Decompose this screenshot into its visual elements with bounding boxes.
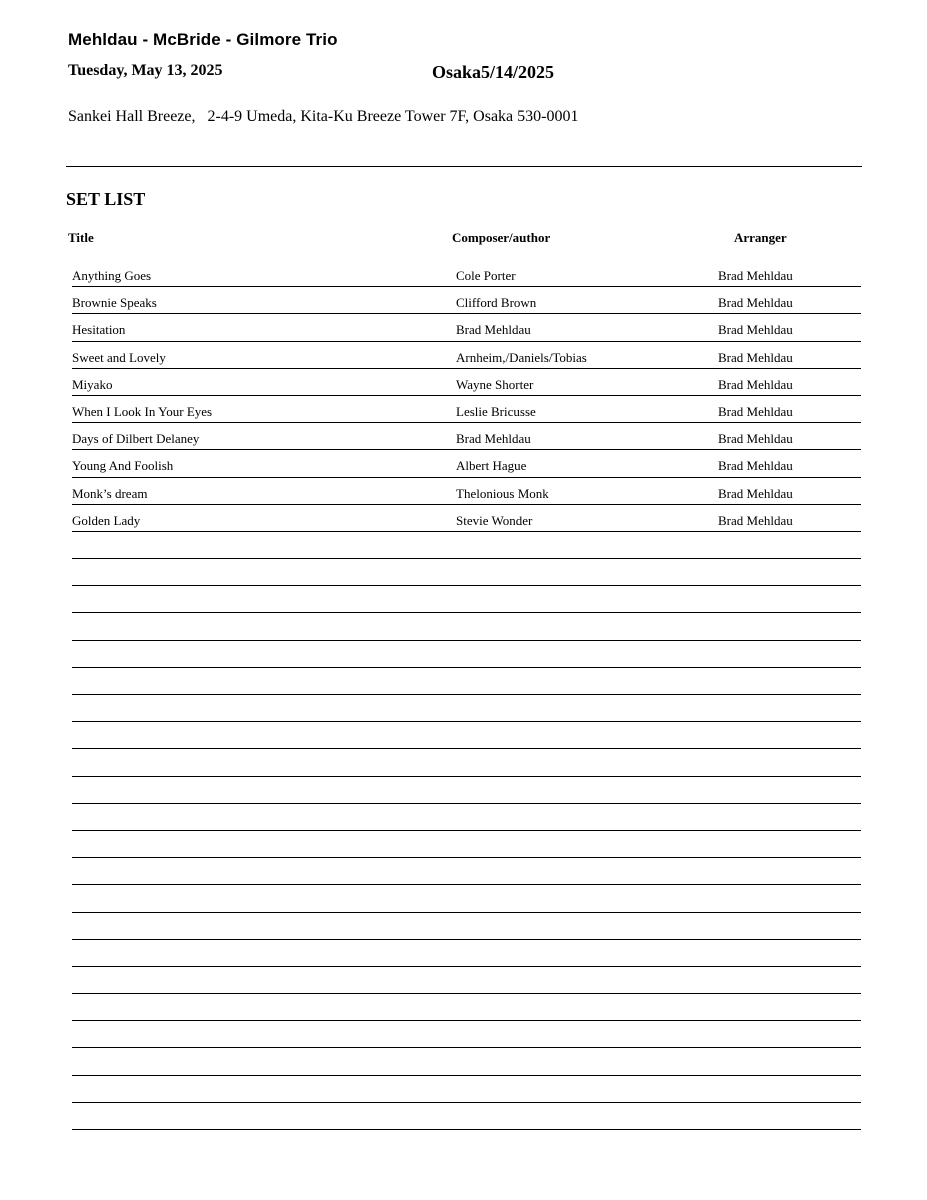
song-composer: Brad Mehldau: [456, 322, 531, 338]
table-row: [72, 478, 861, 505]
song-title: Young And Foolish: [72, 458, 174, 474]
song-title: Miyako: [72, 376, 113, 392]
venue-address: Sankei Hall Breeze, 2-4-9 Umeda, Kita-Ku Breeze Tower 7F, Osaka 530-0001: [68, 108, 579, 125]
table-row: [72, 1021, 861, 1048]
table-row: [72, 396, 861, 423]
song-composer: Wayne Shorter: [456, 376, 534, 392]
song-arranger: Brad Mehldau: [718, 431, 793, 447]
song-arranger: Brad Mehldau: [718, 458, 793, 474]
song-composer: Arnheim,/Daniels/Tobias: [456, 349, 587, 365]
table-row: [72, 722, 861, 749]
table-row: [72, 695, 861, 722]
band-name: Mehldau - McBride - Gilmore Trio: [68, 30, 338, 49]
table-row: [72, 260, 861, 287]
table-row: [72, 559, 861, 586]
table-row: [72, 450, 861, 477]
song-arranger: Brad Mehldau: [718, 485, 793, 501]
setlist-table: [72, 260, 861, 1130]
concert-city: Osaka5/14/2025: [432, 62, 555, 82]
table-row: [72, 1048, 861, 1075]
song-arranger: Brad Mehldau: [718, 295, 793, 311]
song-arranger: Brad Mehldau: [718, 322, 793, 338]
table-row: [72, 668, 861, 695]
table-row: [72, 641, 861, 668]
table-row: [72, 314, 861, 341]
song-title: Anything Goes: [72, 268, 152, 283]
column-header-title: Title: [68, 230, 94, 245]
song-arranger: Brad Mehldau: [718, 403, 793, 419]
column-header-composer: Composer/author: [452, 230, 551, 245]
table-row: [72, 1076, 861, 1103]
concert-date: Tuesday, May 13, 2025: [68, 62, 223, 79]
song-composer: Leslie Bricusse: [456, 403, 536, 419]
table-row: [72, 777, 861, 804]
table-row: [72, 804, 861, 831]
song-title: Sweet and Lovely: [72, 349, 166, 365]
song-title: Days of Dilbert Delaney: [72, 431, 200, 447]
table-row: [72, 967, 861, 994]
table-row: [72, 505, 861, 532]
table-row: [72, 613, 861, 640]
song-composer: Thelonious Monk: [456, 485, 549, 501]
song-title: Golden Lady: [72, 512, 141, 528]
song-title: When I Look In Your Eyes: [72, 403, 213, 419]
song-composer: Albert Hague: [456, 458, 527, 474]
song-arranger: Brad Mehldau: [718, 268, 793, 283]
column-header-arranger: Arranger: [734, 230, 787, 245]
song-arranger: Brad Mehldau: [718, 376, 793, 392]
song-arranger: Brad Mehldau: [718, 349, 793, 365]
table-row: [72, 423, 861, 450]
table-row: [72, 858, 861, 885]
song-composer: Cole Porter: [456, 268, 516, 283]
table-row: [72, 994, 861, 1021]
table-row: [72, 369, 861, 396]
table-row: [72, 1103, 861, 1130]
table-row: [72, 287, 861, 314]
song-title: Monk’s dream: [72, 485, 148, 501]
table-row: [72, 831, 861, 858]
table-row: [72, 586, 861, 613]
table-row: [72, 532, 861, 559]
song-title: Brownie Speaks: [72, 295, 157, 311]
song-title: Hesitation: [72, 322, 126, 338]
song-composer: Clifford Brown: [456, 295, 537, 311]
table-row: [72, 940, 861, 967]
table-row: [72, 885, 861, 912]
table-row: [72, 342, 861, 369]
table-row: [72, 749, 861, 776]
song-composer: Stevie Wonder: [456, 512, 533, 528]
song-composer: Brad Mehldau: [456, 431, 531, 447]
setlist-heading: SET LIST: [66, 189, 146, 209]
table-row: [72, 913, 861, 940]
song-arranger: Brad Mehldau: [718, 512, 793, 528]
header-divider: [66, 166, 862, 167]
